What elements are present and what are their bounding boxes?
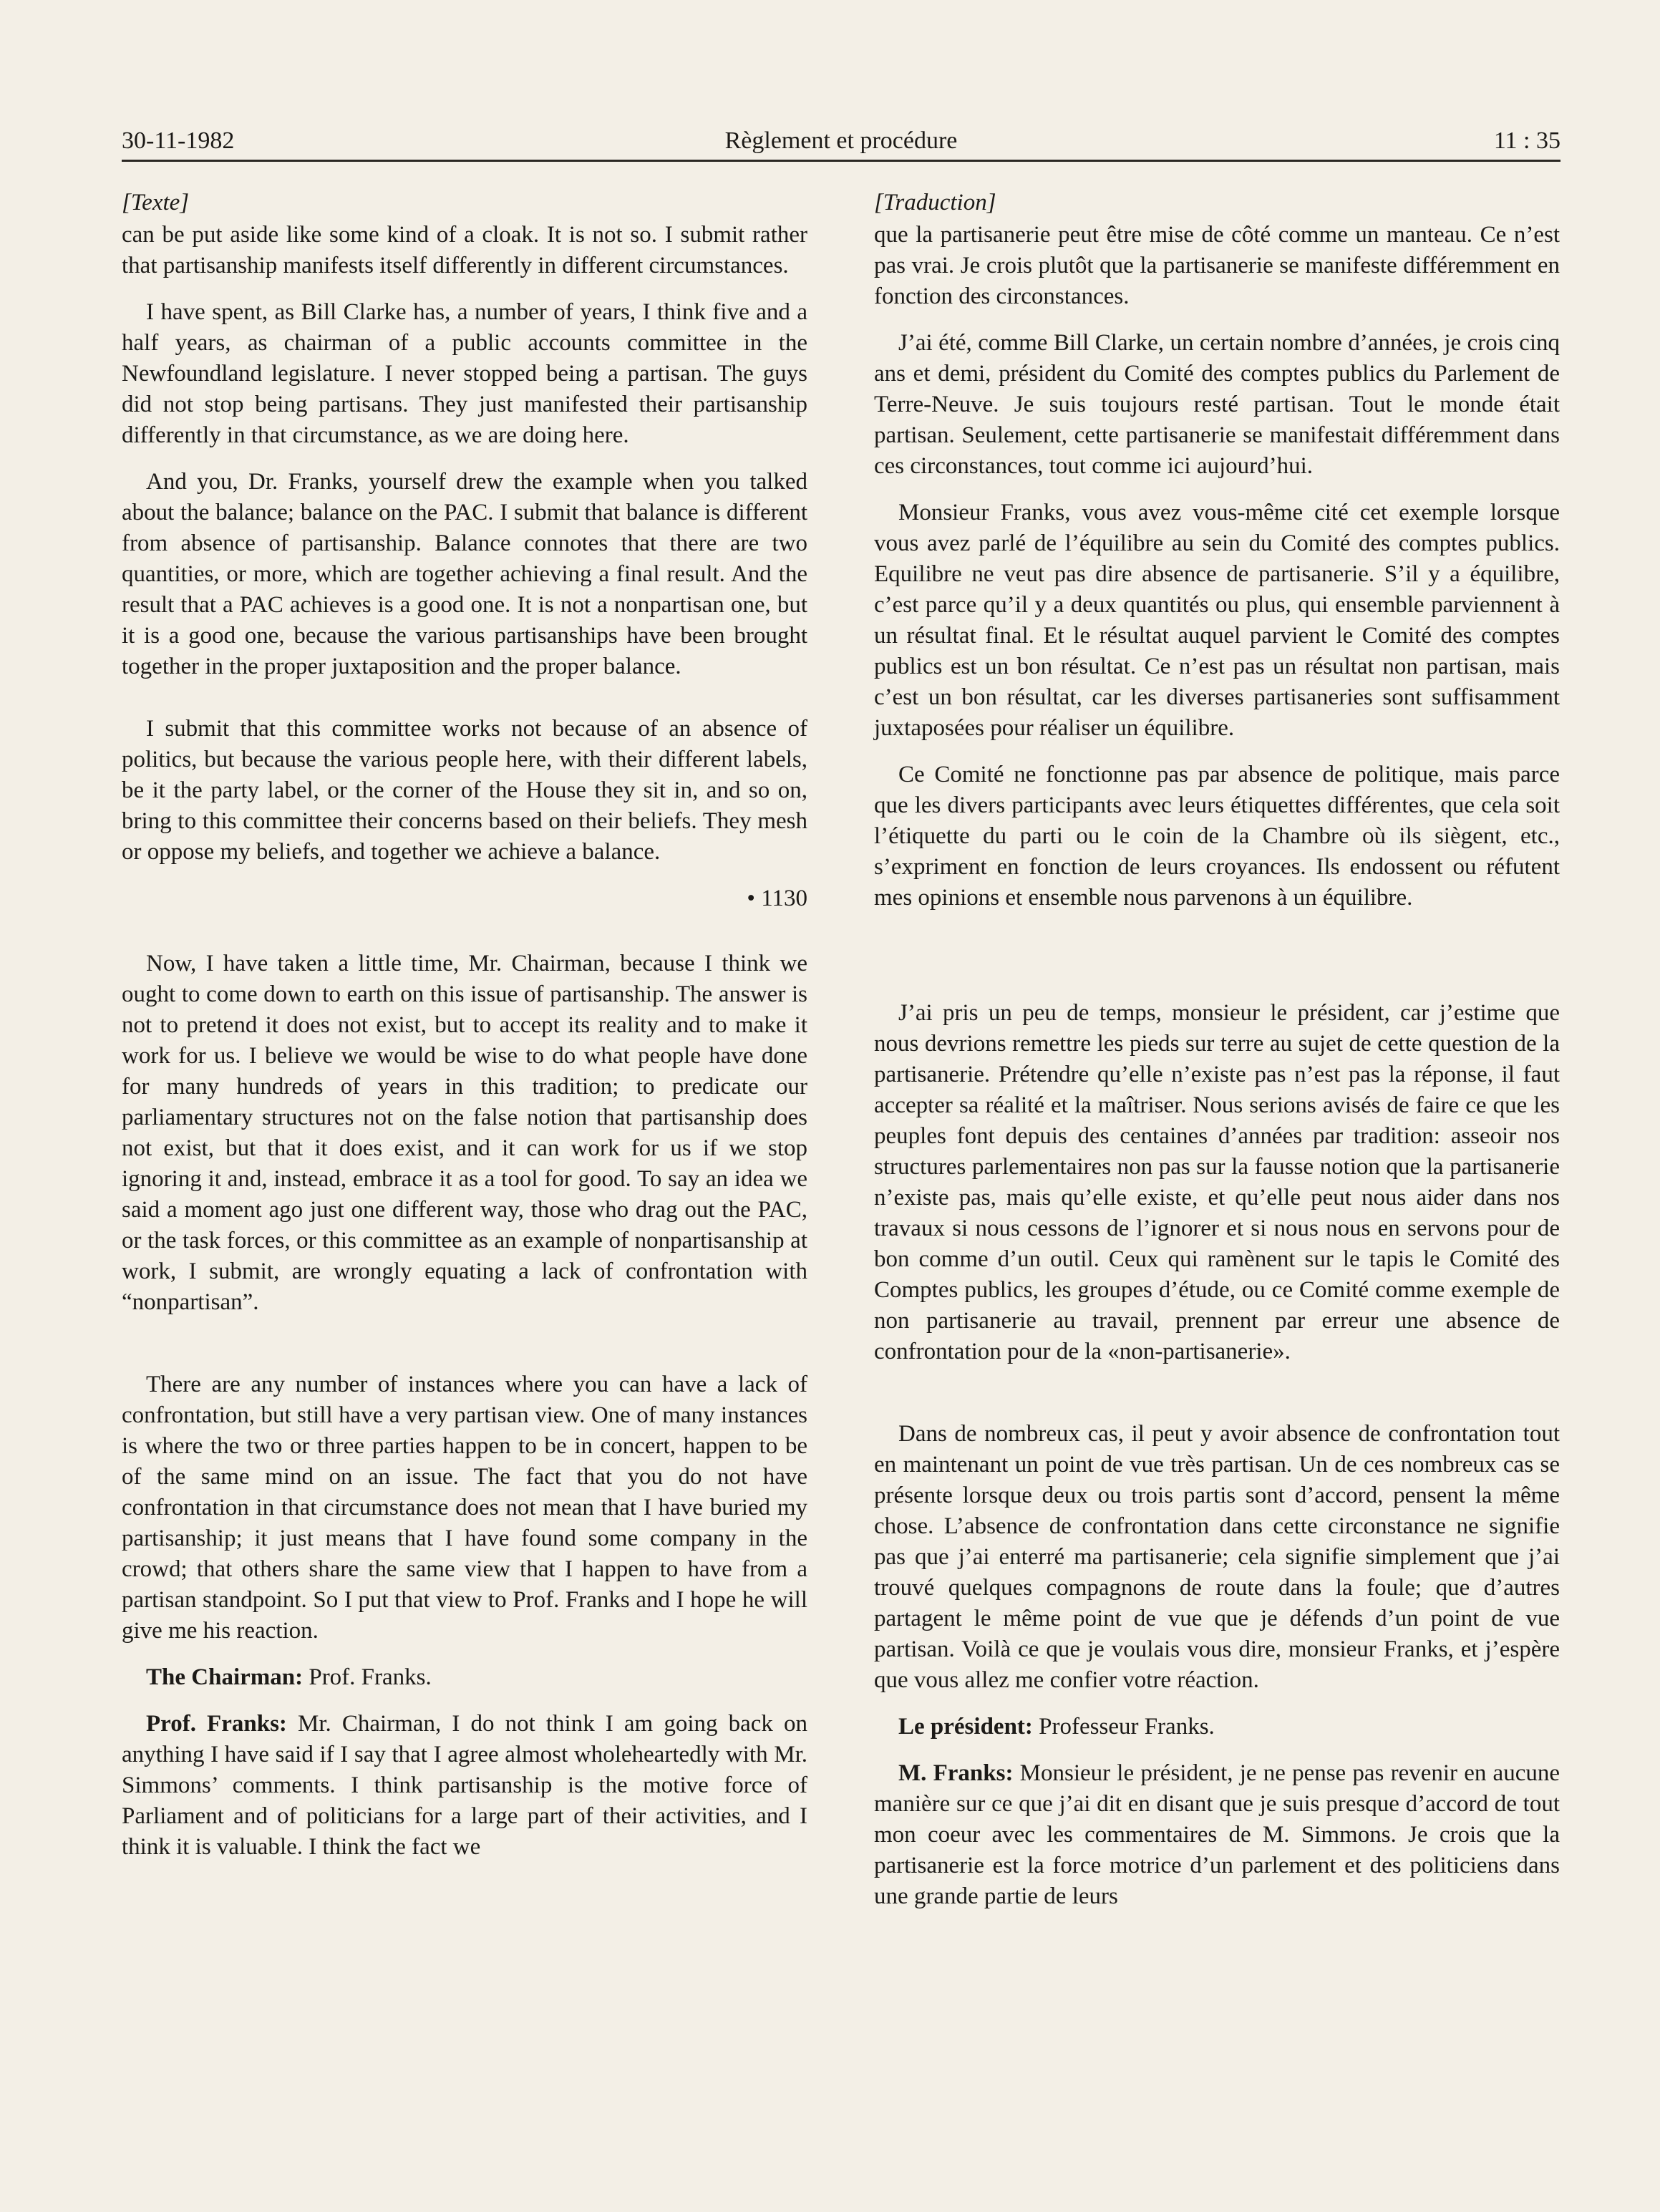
time-marker: • 1130	[747, 886, 807, 911]
speaker-name: Prof. Franks:	[146, 1711, 287, 1737]
header-date: 30-11-1982	[122, 127, 235, 154]
column-label-traduction: [Traduction]	[874, 190, 996, 215]
speaker-name: Le président:	[898, 1714, 1033, 1740]
header-page-number: 11 : 35	[1493, 127, 1561, 154]
speaker-name: The Chairman:	[146, 1664, 304, 1690]
speaker-text: Monsieur le président, je ne pense pas revenir en aucune manière sur ce que j’ai dit en disant que je suis presque d’accord de tout mon coeur avec les commentaires de M. Simmons. Je crois que la partisanerie est la force motrice d’un parlement et des politiciens dans une grande partie de leurs	[874, 1760, 1560, 1909]
speaker-text: Mr. Chairman, I do not think I am going back on anything I have said if I say that I agree almost wholeheartedly with Mr. Simmons’ comments. I think partisanship is the motive force of Parliament and of politicians for a large part of their activities, and I think it is valuable. I think the fact we	[122, 1711, 807, 1860]
paragraph: J’ai été, comme Bill Clarke, un certain nombre d’années, je crois cinq ans et demi, président du Comité des comptes publics du Parlement de Terre-Neuve. Je suis toujours resté partisan. Tout le monde était partisan. Seulement, cette partisanerie se manifestait différemment dans ces circonstances, tout comme ici aujourd’hui.	[874, 330, 1560, 479]
paragraph: And you, Dr. Franks, yourself drew the example when you talked about the balance; balance on the PAC. I submit that balance is different from absence of partisanship. Balance connotes that there are two quantities, or more, which are together achieving a final result. And the result that a PAC achieves is a good one. It is not a nonpartisan one, but it is a good one, because the various partisanships have been brought together in the proper juxtaposition and the proper balance.	[122, 469, 807, 679]
speaker-paragraph	[122, 1709, 807, 1863]
paragraph: J’ai pris un peu de temps, monsieur le président, car j’estime que nous devrions remettre les pieds sur terre au sujet de cette question de la partisanerie. Prétendre qu’elle n’existe pas n’est pas la réponse, il faut accepter sa réalité et la maîtriser. Nous serions avisés de faire ce que les peuples font depuis des centaines d’années par tradition: asseoir nos structures parlementaires non pas sur la fausse notion que la partisanerie n’existe pas, mais qu’elle existe, et qu’elle peut nous aider dans nos travaux si nous cessons de l’ignorer et si nous nous en servons pour de bon comme d’un outil. Ceux qui ramènent sur le tapis le Comité des Comptes publics, les groupes d’étude, ou ce Comité comme exemple de non partisanerie au travail, prennent par erreur une absence de confrontation pour de la «non-partisanerie».	[874, 1000, 1560, 1364]
speaker-paragraph	[874, 1758, 1560, 1912]
column-label-texte: [Texte]	[122, 190, 190, 215]
speaker-name: M. Franks:	[898, 1760, 1014, 1786]
paragraph: can be put aside like some kind of a cloak. It is not so. I submit rather that partisanship manifests itself differently in different circumstances.	[122, 222, 807, 278]
speaker-paragraph	[122, 1662, 807, 1693]
speaker-paragraph	[874, 1712, 1560, 1742]
speaker-text: Prof. Franks.	[303, 1664, 432, 1690]
paragraph: Now, I have taken a little time, Mr. Chairman, because I think we ought to come down to earth on this issue of partisanship. The answer is not to pretend it does not exist, but to accept its reality and to make it work for us. I believe we would be wise to do what people have done for many hundreds of years in this tradition; to predicate our parliamentary structures not on the false notion that partisanship does not exist, but that it does exist, and it can work for us if we stop ignoring it and, instead, embrace it as a tool for good. To say an idea we said a moment ago just one different way, those who drag out the PAC, or the task forces, or this committee as an example of nonpartisanship at work, I submit, are wrongly equating a lack of confrontation with “nonpartisan”.	[122, 951, 807, 1315]
paragraph: que la partisanerie peut être mise de côté comme un manteau. Ce n’est pas vrai. Je crois plutôt que la partisanerie se manifeste différemment en fonction des circonstances.	[874, 222, 1560, 309]
paragraph: There are any number of instances where you can have a lack of confrontation, but still have a very partisan view. One of many instances is where the two or three parties happen to be in concert, happen to be of the same mind on an issue. The fact that you do not have confrontation in that circumstance does not mean that I have buried my partisanship; it just means that I have found some company in the crowd; that others share the same view that I happen to have from a partisan standpoint. So I put that view to Prof. Franks and I hope he will give me his reaction.	[122, 1372, 807, 1644]
paragraph: I have spent, as Bill Clarke has, a number of years, I think five and a half years, as chairman of a public accounts committee in the Newfoundland legislature. I never stopped being a partisan. The guys did not stop being partisans. They just manifested their partisanship differently in that circumstance, as we are doing here.	[122, 299, 807, 448]
speaker-text: Professeur Franks.	[1032, 1714, 1215, 1740]
running-header	[122, 123, 1561, 159]
paragraph: Monsieur Franks, vous avez vous-même cité cet exemple lorsque vous avez parlé de l’équilibre au sein du Comité des comptes publics. Equilibre ne veut pas dire absence de partisanerie. S’il y a équilibre, c’est parce qu’il y a deux quantités ou plus, qui ensemble parviennent à un résultat final. Et le résultat auquel parvient le Comité des comptes publics est un bon résultat. Ce n’est pas un résultat non partisan, mais c’est un bon résultat, car les diverses partisaneries sont suffisamment juxtaposées pour réaliser un équilibre.	[874, 500, 1560, 741]
header-rule	[122, 160, 1561, 162]
paragraph: Ce Comité ne fonctionne pas par absence de politique, mais parce que les divers participants avec leurs étiquettes différentes, que cela soit l’étiquette du parti ou le coin de la Chambre où ils siègent, etc., s’expriment en fonction de leurs croyances. Ils endossent ou réfutent mes opinions et ensemble nous parvenons à un équilibre.	[874, 762, 1560, 911]
english-column	[122, 188, 807, 1878]
french-column	[874, 188, 1560, 1928]
paragraph: I submit that this committee works not because of an absence of politics, but because the various people here, with their different labels, be it the party label, or the corner of the House they sit in, and so on, bring to this committee their concerns based on their beliefs. They mesh or oppose my beliefs, and together we achieve a balance.	[122, 716, 807, 865]
header-title: Règlement et procédure	[724, 127, 958, 154]
paragraph: Dans de nombreux cas, il peut y avoir absence de confrontation tout en maintenant un point de vue très partisan. Un de ces nombreux cas se présente lorsque deux ou trois partis sont d’accord, pensent la même chose. L’absence de confrontation dans cette circonstance ne signifie pas que j’ai enterré ma partisanerie; cela signifie simplement que j’ai trouvé quelques compagnons de route dans la foule; que d’autres partagent le même point de vue que je défends d’un point de vue partisan. Voilà ce que je voulais vous dire, monsieur Franks, et j’espère que vous allez me confier votre réaction.	[874, 1421, 1560, 1693]
